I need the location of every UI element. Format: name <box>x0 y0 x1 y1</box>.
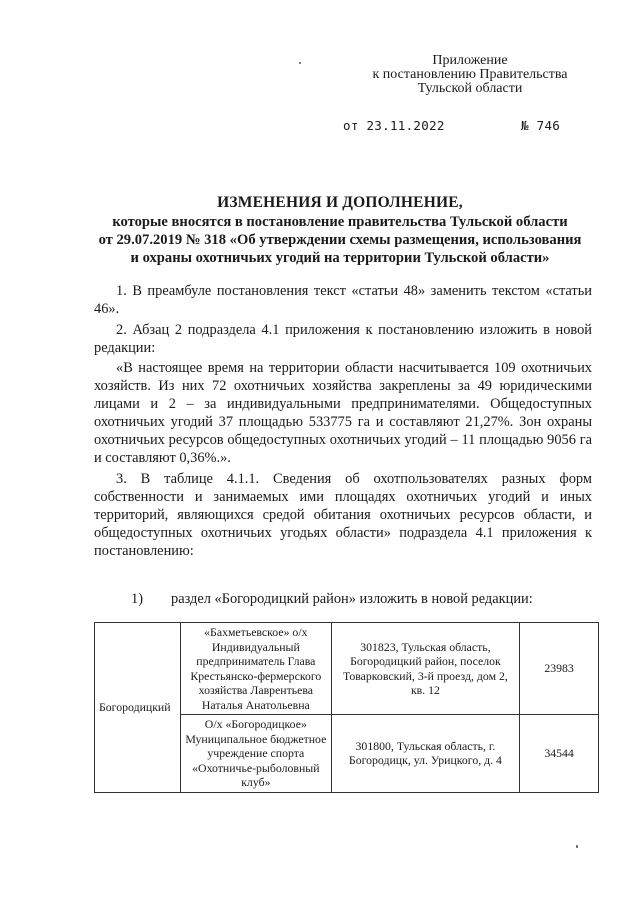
title-sub-line-2: от 29.07.2019 № 318 «Об утверждении схемы размещения, использования <box>98 232 582 248</box>
appendix-line-1: Приложение <box>432 53 508 68</box>
address-cell: 301823, Тульская область, Богородицкий район, поселок Товарковский, 3-й проезд, дом 2, кв. 12 <box>331 623 519 715</box>
owner-cell: О/х «Богородицкое» Муниципальное бюджетное учреждение спорта «Охотничье-рыболовный клуб» <box>180 715 331 793</box>
appendix-line-2: к постановлению Правительства <box>372 67 568 82</box>
paragraph-2: 2. Абзац 2 подраздела 4.1 приложения к постановлению изложить в новой редакции: <box>94 321 592 356</box>
scan-speck-mark <box>576 845 578 848</box>
district-cell: Богородицкий <box>95 623 181 793</box>
list-item-text: раздел «Богородицкий район» изложить в новой редакции: <box>171 591 533 607</box>
title-main: ИЗМЕНЕНИЯ И ДОПОЛНЕНИЕ, <box>217 194 463 211</box>
paragraph-1: 1. В преамбуле постановления текст «статьи 48» заменить текстом «статьи 46». <box>94 283 592 317</box>
scan-speck-mark <box>299 62 301 64</box>
area-cell: 34544 <box>520 715 599 793</box>
paragraph-quote: «В настоящее время на территории области насчитывается 109 охотничьих хозяйств. Из них 72 охотничьих хозяйства закреплены за 49 юридическими лицами и 2 – за индивидуальными предпринимателями. Общедоступных охотничьих угодий 37 площадью 533775 га и составляют 21,27%. Зон охраны охотничьих ресурсов общедоступных охотничьих угодий – 11 площадью 9056 га и составляют 0,36%.». <box>94 360 592 466</box>
area-cell: 23983 <box>520 623 599 715</box>
owner-cell: «Бахметьевское» о/х Индивидуальный предприниматель Глава Крестьянско-фермерского хозяйства Лаврентьева Наталья Анатольевна <box>180 623 331 715</box>
address-cell: 301800, Тульская область, г. Богородицк, ул. Урицкого, д. 4 <box>331 715 519 793</box>
document-title <box>80 194 600 267</box>
title-sub-line-1: которые вносятся в постановление правительства Тульской области <box>112 214 568 230</box>
title-sub-line-3: и охраны охотничьих угодий на территории Тульской области» <box>130 250 550 266</box>
table-row <box>95 623 599 715</box>
appendix-header <box>330 54 610 96</box>
paragraph-3: 3. В таблице 4.1.1. Сведения об охотпользователях разных форм собственности и занимаемых ими площадях охотничьих угодий и иных территорий, являющихся средой обитания охотничьих ресурсов области, и общедоступных охотничьих угодьях области» подраздела 4.1 приложения к постановлению: <box>94 470 592 559</box>
appendix-line-3: Тульской области <box>417 81 523 96</box>
registration-date: от 23.11.2022 <box>343 118 445 133</box>
list-item-number: 1) <box>131 591 143 607</box>
document-body <box>94 282 592 562</box>
registration-number: № 746 <box>521 118 561 133</box>
hunting-grounds-table <box>94 622 599 793</box>
